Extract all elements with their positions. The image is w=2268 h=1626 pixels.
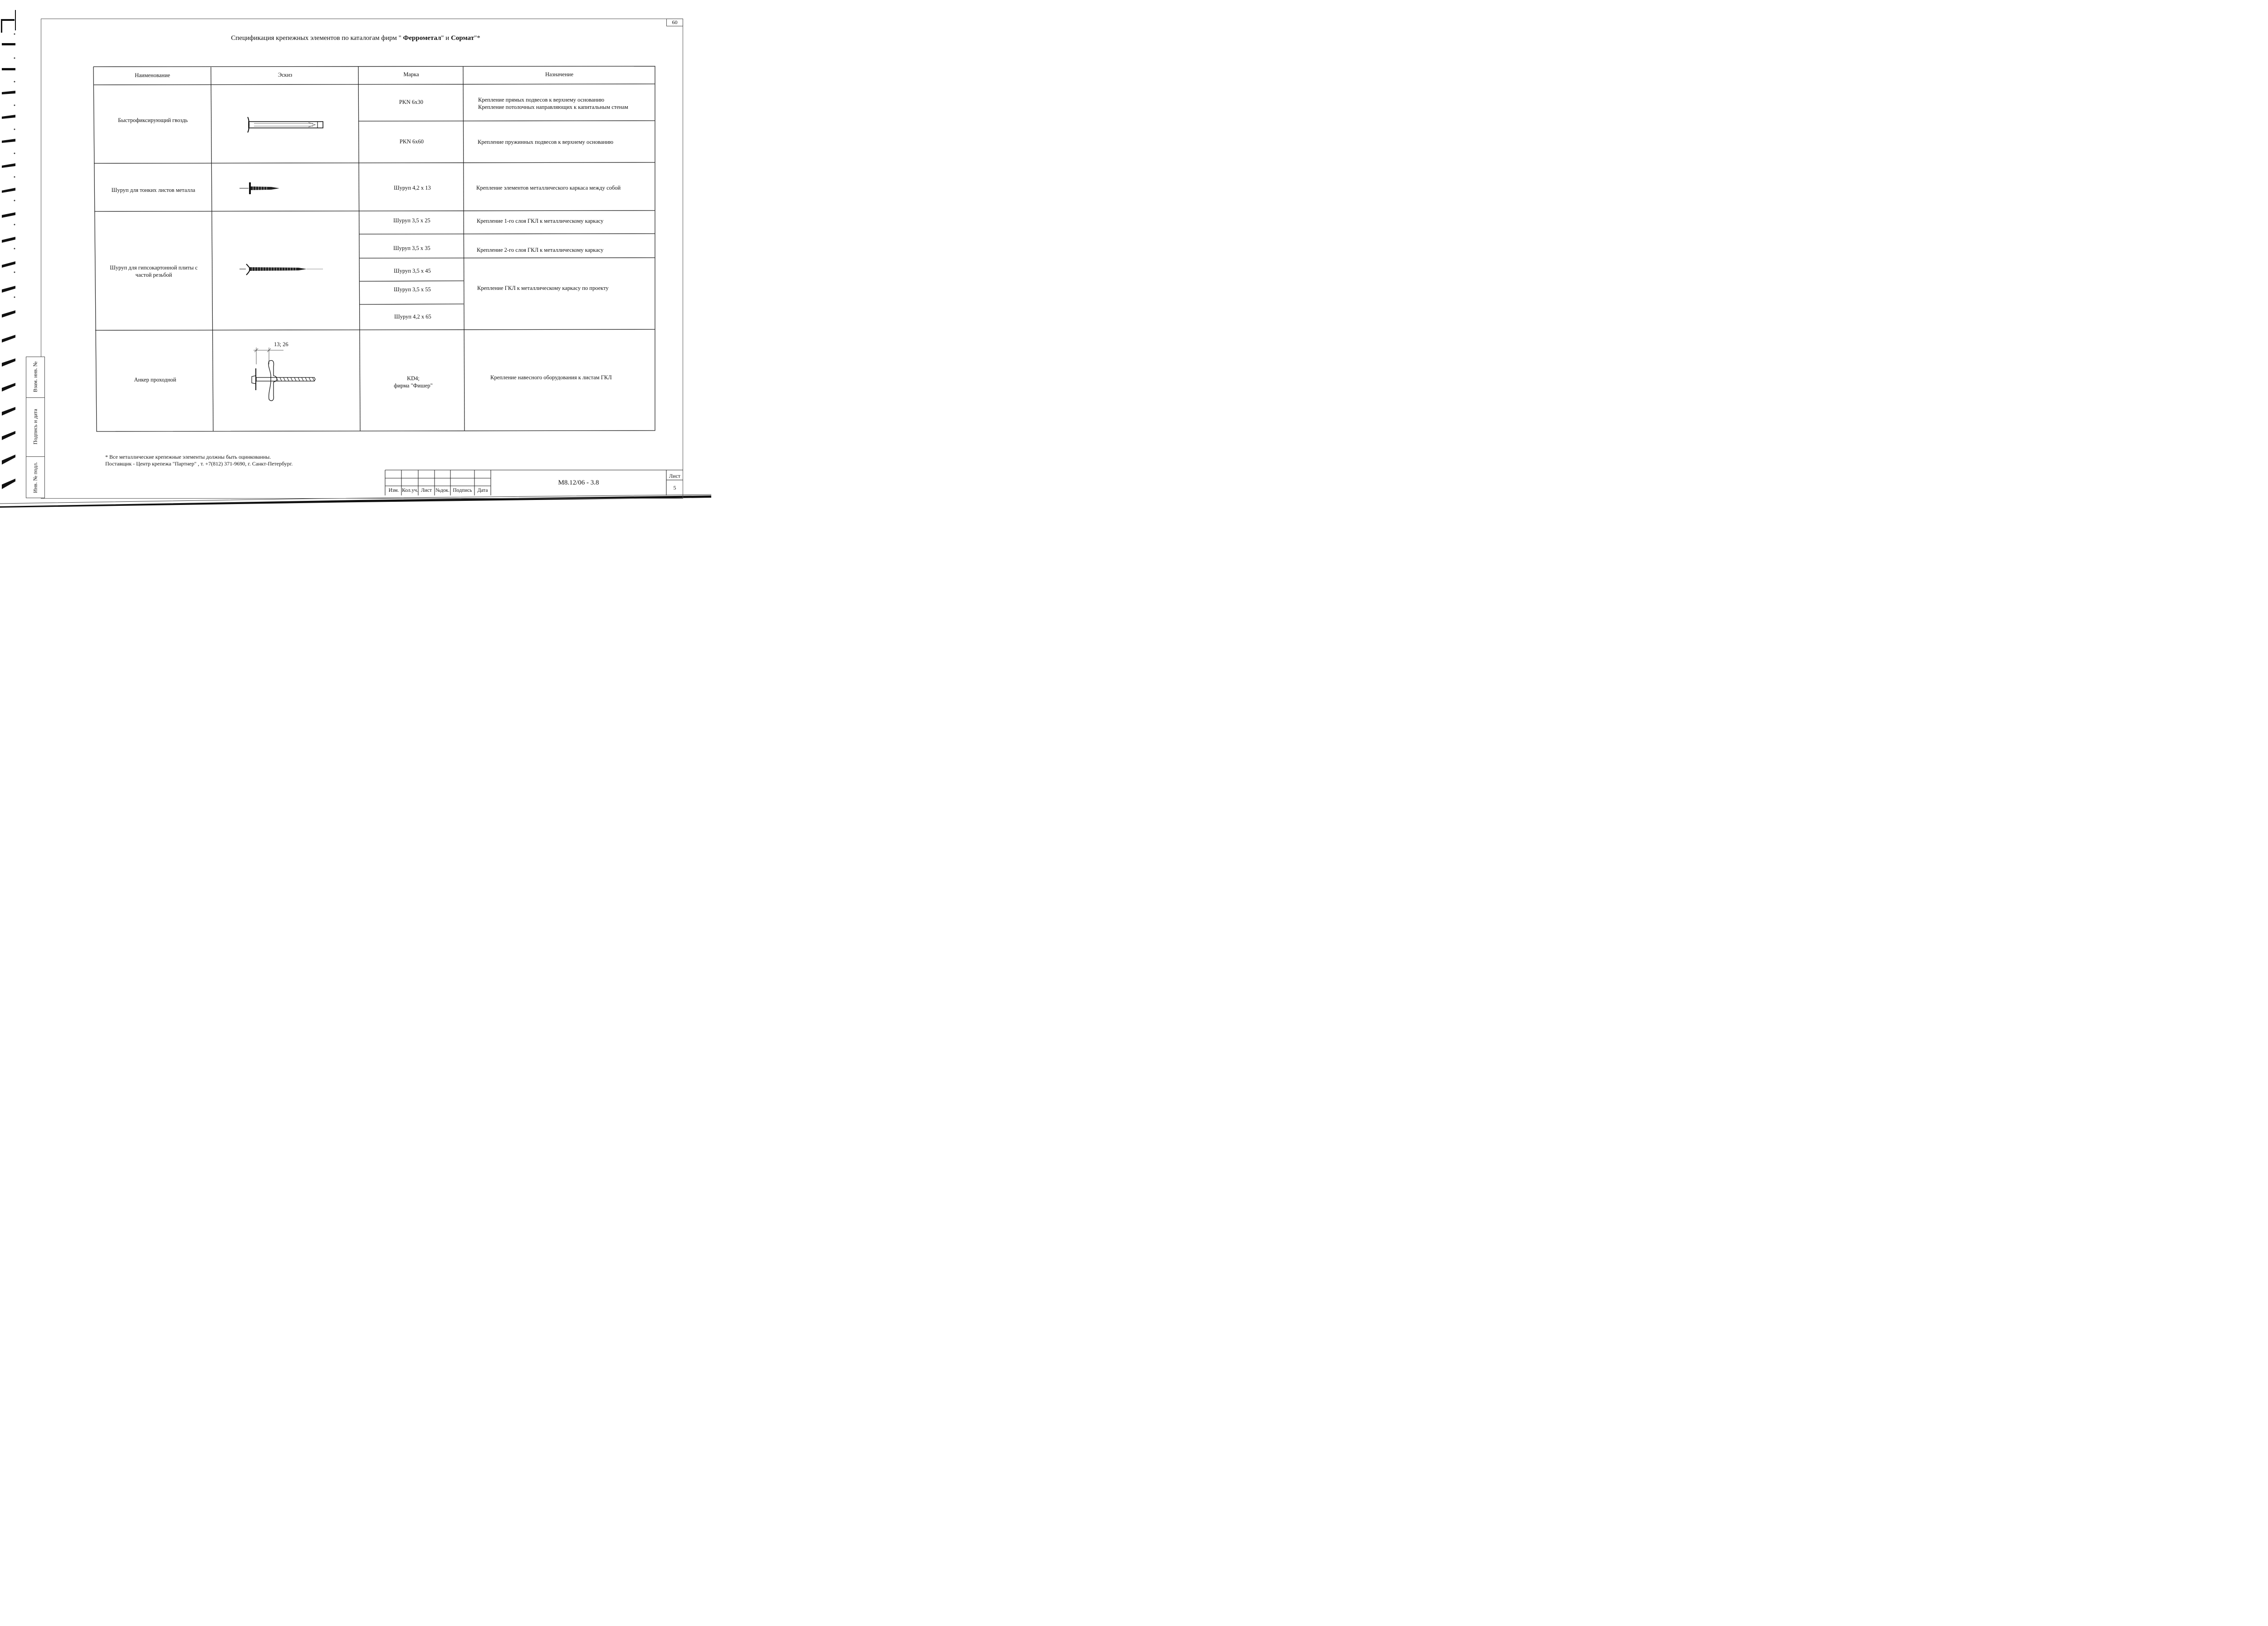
header-name: Наименование	[135, 72, 170, 78]
tb-header-signature: Подпись	[453, 488, 472, 493]
screw-metal-purpose: Крепление элементов металлического каркаса между собой	[476, 185, 621, 191]
header-purpose: Назначение	[545, 71, 573, 78]
tb-header-date: Дата	[477, 488, 488, 493]
sheet-label: Лист	[669, 473, 681, 479]
nail-purpose-1: Крепление прямых подвесов к верхнему основанию	[478, 97, 605, 103]
tb-header-change: Изм.	[388, 488, 399, 493]
screw-gkl-mark-1: Шуруп 3,5 х 25	[393, 217, 430, 224]
header-mark: Марка	[403, 71, 419, 78]
screw-gkl-purpose-2: Крепление 2-го слоя ГКЛ к металлическому каркасу	[477, 247, 604, 253]
anchor-name: Анкер проходной	[134, 377, 176, 383]
screw-metal-mark: Шуруп 4,2 х 13	[394, 185, 431, 191]
nail-purpose-2: Крепление потолочных направляющих к капитальным стенам	[478, 104, 628, 110]
screw-gkl-mark-3: Шуруп 3,5 х 45	[394, 268, 431, 274]
screw-gkl-purpose-3: Крепление ГКЛ к металлическому каркасу по проекту	[477, 285, 609, 291]
footnote-line2: Поставщик - Центр крепежа "Партнер" , т. +7(812) 371-9690, г. Санкт-Петербург.	[105, 460, 293, 467]
side-stamp-label: Взам. инв. №	[32, 361, 39, 392]
title-block-grid	[0, 0, 711, 508]
anchor-purpose: Крепление навесного оборудования к листам ГКЛ	[490, 374, 612, 381]
nail-name: Быстрофиксирующий гвоздь	[118, 117, 188, 123]
nail-purpose-3: Крепление пружинных подвесов к верхнему основанию	[478, 139, 614, 145]
anchor-mark-line1: KD4;	[407, 375, 420, 382]
tb-header-sheet: Лист	[420, 488, 432, 493]
anchor-dimension: 13; 26	[274, 341, 288, 348]
side-stamp-label: Подпись и дата	[32, 409, 39, 445]
tb-header-doc: №док.	[435, 488, 450, 493]
sheet-number: 5	[673, 485, 676, 491]
nail-mark-1: PKN 6x30	[399, 99, 424, 105]
page-title: Спецификация крепежных элементов по каталогам фирм " Феррометал" и Сормат"*	[231, 34, 480, 42]
doc-code: М8.12/06 - 3.8	[558, 479, 599, 486]
screw-gkl-mark-4: Шуруп 3,5 х 55	[394, 286, 431, 293]
screw-gkl-purpose-1: Крепление 1-го слоя ГКЛ к металлическому каркасу	[477, 218, 604, 224]
page-number: 60	[666, 19, 683, 26]
screw-gkl-name-line2: частой резьбой	[135, 272, 172, 278]
screw-gkl-mark-5: Шуруп 4,2 х 65	[394, 313, 431, 320]
tb-header-qty: Кол.уч.	[402, 488, 418, 493]
nail-mark-2: PKN 6x60	[399, 138, 424, 145]
header-sketch: Эскиз	[278, 72, 293, 78]
screw-metal-name: Шуруп для тонких листов металла	[111, 187, 196, 193]
screw-gkl-name-line1: Шуруп для гипсокартонной плиты с	[110, 264, 198, 271]
anchor-mark-line2: фирма "Фишер"	[394, 382, 433, 389]
footnote-line1: * Все металлические крепежные элементы должны быть оцинкованны.	[105, 454, 271, 460]
side-stamp-label: Инв. № подл.	[32, 462, 39, 493]
screw-gkl-mark-2: Шуруп 3,5 х 35	[393, 245, 430, 251]
